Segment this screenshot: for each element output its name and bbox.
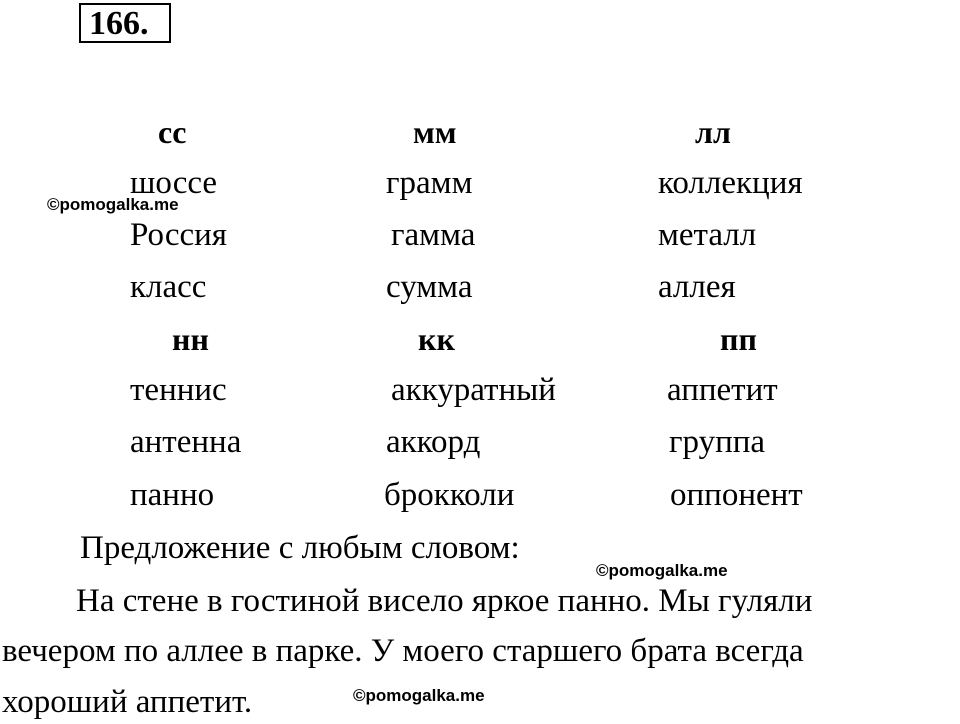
exercise-number: 166. (79, 3, 171, 43)
word: группа (669, 424, 766, 460)
word: аппетит (667, 372, 778, 408)
watermark: ©pomogalka.me (596, 561, 728, 580)
sentence-intro: Предложение с любым словом: (80, 530, 520, 566)
word: антенна (130, 424, 242, 460)
word: гамма (391, 217, 476, 253)
word: сумма (386, 269, 473, 305)
word: аллея (658, 269, 736, 305)
word: грамм (386, 165, 473, 201)
watermark: ©pomogalka.me (47, 195, 179, 214)
paragraph-line-2: вечером по аллее в парке. У моего старшего брата всегда (2, 633, 804, 669)
word: металл (658, 217, 757, 253)
word: аккуратный (391, 372, 556, 408)
word: шоссе (130, 165, 218, 201)
word: аккорд (386, 424, 481, 460)
group-1-header-ll: лл (695, 114, 731, 150)
word: коллекция (658, 165, 803, 201)
group-1-header-mm: мм (413, 114, 457, 150)
group-1-header-ss: сс (158, 114, 187, 150)
paragraph-line-1: На стене в гостиной висело яркое панно. Мы гуляли (76, 583, 813, 619)
paragraph-line-3: хороший аппетит. (2, 684, 253, 720)
group-2-header-pp: пп (720, 321, 757, 357)
word: оппонент (670, 477, 803, 513)
word: панно (130, 477, 215, 513)
word: брокколи (384, 477, 515, 513)
group-2-header-kk: кк (418, 321, 455, 357)
group-2-header-nn: нн (172, 321, 209, 357)
word: теннис (130, 372, 227, 408)
word: класс (130, 269, 207, 305)
word: Россия (130, 217, 227, 253)
watermark: ©pomogalka.me (353, 686, 485, 705)
